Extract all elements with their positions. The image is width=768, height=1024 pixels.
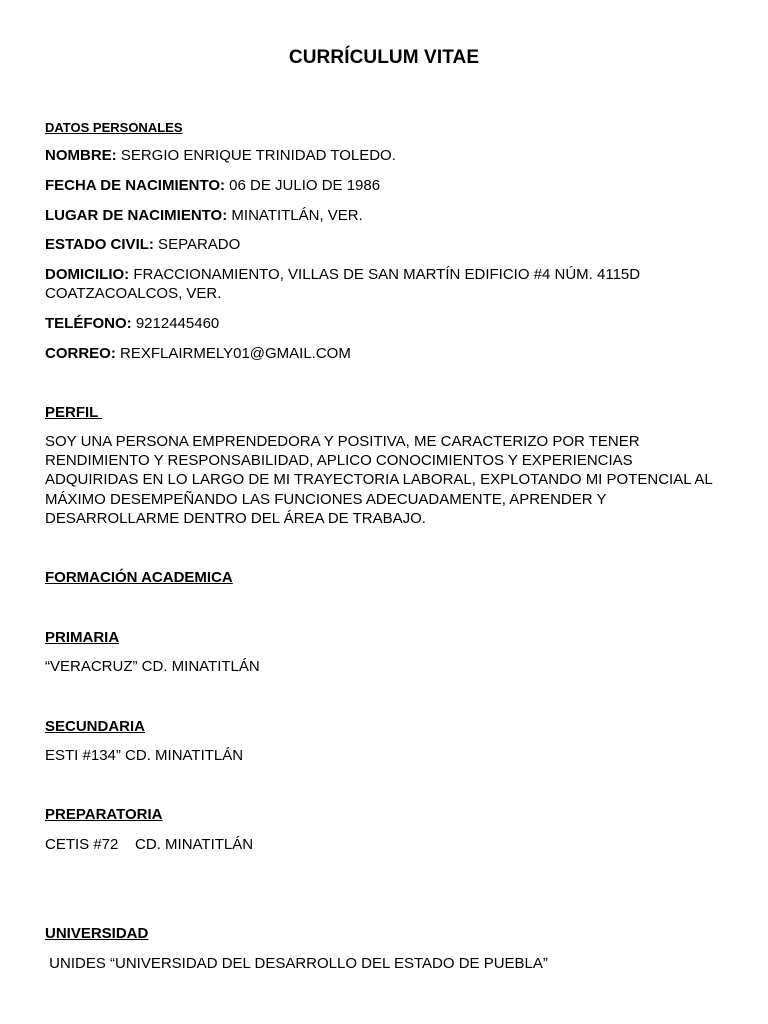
secundaria-heading: SECUNDARIA [45, 718, 146, 735]
estado-civil-label: ESTADO CIVIL: [45, 236, 154, 253]
telefono-value: 9212445460 [131, 315, 220, 332]
correo-row [45, 344, 351, 363]
primaria-value: “VERACRUZ” CD. MINATITLÁN [45, 658, 260, 675]
domicilio-row [45, 265, 640, 284]
estado-civil-row [45, 235, 240, 254]
telefono-row [45, 314, 219, 333]
perfil-line-3: ADQUIRIDAS EN LO LARGO DE MI TRAYECTORIA LABORAL, EXPLOTANDO MI POTENCIAL AL [45, 471, 713, 488]
preparatoria-value: CETIS #72 CD. MINATITLÁN [45, 836, 254, 853]
perfil-line-4: MÁXIMO DESEMPEÑANDO LAS FUNCIONES ADECUADAMENTE, APRENDER Y [45, 491, 607, 508]
lugar-nacimiento-label: LUGAR DE NACIMIENTO: [45, 207, 228, 224]
lugar-nacimiento-value: MINATITLÁN, VER. [227, 207, 363, 224]
document-title: CURRÍCULUM VITAE [288, 47, 480, 68]
estado-civil-value: SEPARADO [153, 236, 241, 253]
datos-personales-heading: DATOS PERSONALES [45, 120, 183, 135]
perfil-heading: PERFIL [45, 404, 103, 421]
secundaria-value: ESTI #134” CD. MINATITLÁN [45, 747, 244, 764]
primaria-heading: PRIMARIA [45, 629, 120, 646]
preparatoria-heading: PREPARATORIA [45, 806, 163, 823]
correo-label: CORREO: [45, 345, 116, 362]
fecha-nacimiento-value: 06 DE JULIO DE 1986 [225, 177, 381, 194]
nombre-value: SERGIO ENRIQUE TRINIDAD TOLEDO. [116, 147, 396, 164]
correo-value: REXFLAIRMELY01@GMAIL.COM [115, 345, 351, 362]
domicilio-value-line2: COATZACOALCOS, VER. [45, 285, 222, 302]
perfil-line-1: SOY UNA PERSONA EMPRENDEDORA Y POSITIVA, ME CARACTERIZO POR TENER [45, 433, 640, 450]
fecha-nacimiento-label: FECHA DE NACIMIENTO: [45, 177, 225, 194]
nombre-row [45, 146, 396, 165]
telefono-label: TELÉFONO: [45, 315, 132, 332]
universidad-value: UNIDES “UNIVERSIDAD DEL DESARROLLO DEL ESTADO DE PUEBLA” [45, 955, 548, 972]
nombre-label: NOMBRE: [45, 147, 117, 164]
lugar-nacimiento-row [45, 206, 363, 225]
formacion-heading: FORMACIÓN ACADEMICA [45, 569, 233, 586]
perfil-line-2: RENDIMIENTO Y RESPONSABILIDAD, APLICO CONOCIMIENTOS Y EXPERIENCIAS [45, 452, 633, 469]
domicilio-value-line1: FRACCIONAMIENTO, VILLAS DE SAN MARTÍN EDIFICIO #4 NÚM. 4115D [129, 266, 641, 283]
domicilio-label: DOMICILIO: [45, 266, 130, 283]
perfil-line-5: DESARROLLARME DENTRO DEL ÁREA DE TRABAJO. [45, 510, 426, 527]
universidad-heading: UNIVERSIDAD [45, 925, 149, 942]
fecha-nacimiento-row [45, 176, 380, 195]
